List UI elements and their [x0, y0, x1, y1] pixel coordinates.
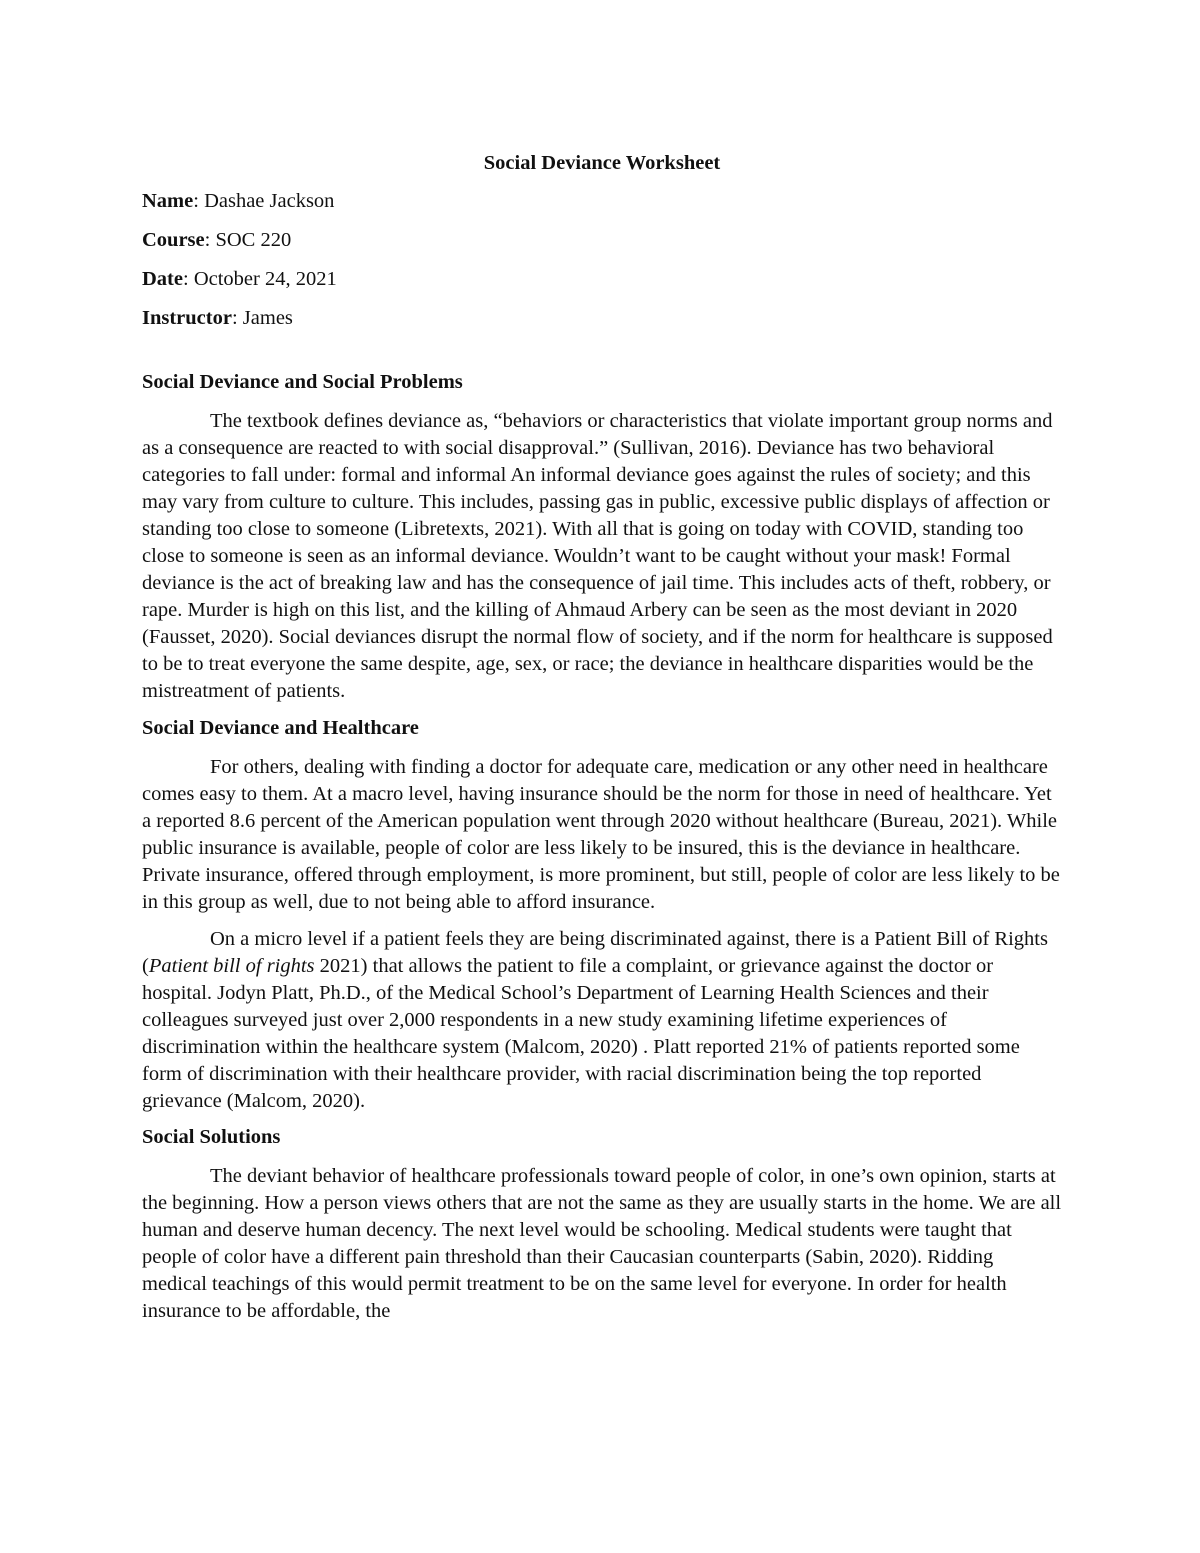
- instructor-field: Instructor: James: [142, 307, 293, 329]
- name-field: Name: Dashae Jackson: [142, 190, 335, 212]
- date-field: Date: October 24, 2021: [142, 268, 337, 290]
- paragraph-healthcare-micro-part-a: On a micro level if a patient feels they are being discriminated against, there is a Patient Bill of Rights (: [142, 928, 1048, 977]
- paragraph-healthcare-micro-part-b: 2021) that allows the patient to file a complaint, or grievance against the doctor or hospital. Jodyn Platt, Ph.D., of the Medical School’s Department of Learning Health Sciences and their colleagues surveyed just over 2,000 respondents in a new study examining lifetime experiences of discrimination within the healthcare system (Malcom, 2020) . Platt reported 21% of patients reported some form of discrimination with their healthcare provider, with racial discrimination being the top reported grievance (Malcom, 2020).: [142, 955, 1020, 1112]
- document-body: [142, 150, 1062, 1335]
- patient-bill-of-rights-title: Patient bill of rights: [148, 955, 315, 977]
- paragraph-social-problems: The textbook defines deviance as, “behaviors or characteristics that violate important group norms and as a consequence are reacted to with social disapproval.” (Sullivan, 2016). Deviance has two behavioral categories to fall under: formal and informal An informal deviance goes against the rules of society; and this may vary from culture to culture. This includes, passing gas in public, excessive public displays of affection or standing too close to someone (Libretexts, 2021). With all that is going on today with COVID, standing too close to someone is seen as an informal deviance. Wouldn’t want to be caught without your mask! Formal deviance is the act of breaking law and has the consequence of jail time. This includes acts of theft, robbery, or rape. Murder is high on this list, and the killing of Ahmaud Arbery can be seen as the most deviant in 2020 (Fausset, 2020). Social deviances disrupt the normal flow of society, and if the norm for healthcare is supposed to be to treat everyone the same despite, age, sex, or race; the deviance in healthcare disparities would be the mistreatment of patients.: [142, 410, 1053, 702]
- date-value: October 24, 2021: [193, 268, 337, 290]
- instructor-label: Instructor: [142, 307, 232, 329]
- date-label: Date: [142, 268, 183, 290]
- instructor-value: James: [242, 307, 293, 329]
- paragraph-healthcare-macro: For others, dealing with finding a doctor for adequate care, medication or any other need in healthcare comes easy to them. At a macro level, having insurance should be the norm for those in need of healthcare. Yet a reported 8.6 percent of the American population went through 2020 without healthcare (Bureau, 2021). While public insurance is available, people of color are less likely to be insured, this is the deviance in healthcare. Private insurance, offered through employment, is more prominent, but still, people of color are less likely to be in this group as well, due to not being able to afford insurance.: [142, 756, 1060, 913]
- paragraph-solutions: The deviant behavior of healthcare professionals toward people of color, in one’s own opinion, starts at the beginning. How a person views others that are not the same as they are usually starts in the home. We are all human and deserve human decency. The next level would be schooling. Medical students were taught that people of color have a different pain threshold than their Caucasian counterparts (Sabin, 2020). Ridding medical teachings of this would permit treatment to be on the same level for everyone. In order for health insurance to be affordable, the: [142, 1165, 1062, 1322]
- name-value: Dashae Jackson: [204, 190, 335, 212]
- section-heading-healthcare: Social Deviance and Healthcare: [142, 717, 419, 739]
- name-label: Name: [142, 190, 194, 212]
- document-title: Social Deviance Worksheet: [483, 152, 721, 174]
- section-heading-social-problems: Social Deviance and Social Problems: [142, 371, 463, 393]
- course-field: Course: SOC 220: [142, 229, 292, 251]
- course-label: Course: [142, 229, 205, 251]
- section-heading-solutions: Social Solutions: [142, 1126, 281, 1148]
- paragraph-healthcare-micro: [142, 926, 1062, 1115]
- course-value: SOC 220: [215, 229, 292, 251]
